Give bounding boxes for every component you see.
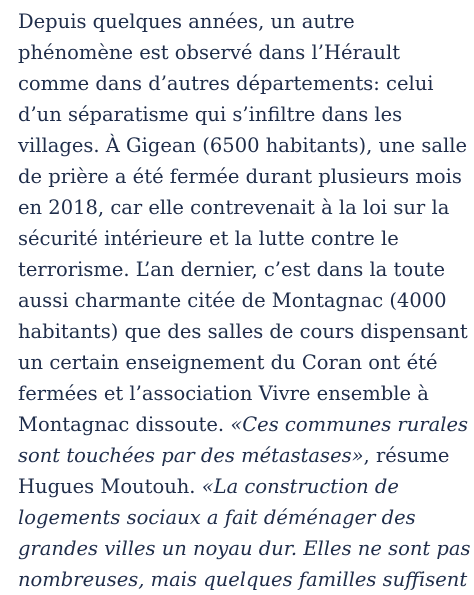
- text-fragment: phénomène est observé dans l’Hérault: [18, 41, 401, 64]
- article-paragraph: [18, 6, 471, 595]
- text-fragment: en 2018, car elle contrevenait à la loi sur la: [18, 196, 450, 219]
- text-line: [18, 161, 468, 192]
- text-fragment: habitants) que des salles de cours dispensant: [18, 320, 468, 343]
- text-fragment: aussi charmante citée de Montagnac (4000: [18, 289, 447, 312]
- text-fragment: fermées et l’association Vivre ensemble à: [18, 382, 429, 405]
- text-fragment: Depuis quelques années, un autre: [18, 10, 355, 33]
- text-fragment: de prière a été fermée durant plusieurs mois: [18, 165, 462, 188]
- text-line: [18, 99, 468, 130]
- text-line: [18, 347, 468, 378]
- text-line: [18, 130, 468, 161]
- quote-fragment: sont touchées par des métastases»: [18, 444, 364, 467]
- text-line: [18, 37, 468, 68]
- text-fragment: , résume: [363, 444, 450, 467]
- text-fragment: terrorisme. L’an dernier, c’est dans la toute: [18, 258, 446, 281]
- text-line: [18, 192, 468, 223]
- quote-fragment: nombreuses, mais quelques familles suffisent: [18, 568, 468, 591]
- text-line: [18, 223, 468, 254]
- text-fragment: Hugues Moutouh.: [18, 475, 202, 498]
- text-fragment: villages. À Gigean (6500 habitants), une salle: [18, 134, 467, 157]
- quote-fragment: grandes villes un noyau dur. Elles ne sont pas: [18, 537, 471, 560]
- text-line: [18, 285, 468, 316]
- quote-fragment: «Ces communes rurales: [230, 413, 469, 436]
- text-line: [18, 533, 471, 564]
- text-fragment: un certain enseignement du Coran ont été: [18, 351, 438, 374]
- text-fragment: Montagnac dissoute.: [18, 413, 231, 436]
- text-fragment: comme dans d’autres départements: celui: [18, 72, 434, 95]
- text-line: [18, 316, 468, 347]
- text-line: [18, 409, 468, 440]
- text-line: [18, 564, 468, 595]
- text-line: [18, 440, 468, 471]
- text-line: [18, 471, 468, 502]
- text-line: [18, 502, 468, 533]
- text-fragment: sécurité intérieure et la lutte contre le: [18, 227, 399, 250]
- text-line: [18, 68, 468, 99]
- quote-fragment: logements sociaux a fait déménager des: [18, 506, 416, 529]
- text-line: [18, 6, 468, 37]
- text-fragment: d’un séparatisme qui s’infiltre dans les: [18, 103, 403, 126]
- quote-fragment: «La construction de: [201, 475, 399, 498]
- text-line: [18, 378, 468, 409]
- text-line: [18, 254, 468, 285]
